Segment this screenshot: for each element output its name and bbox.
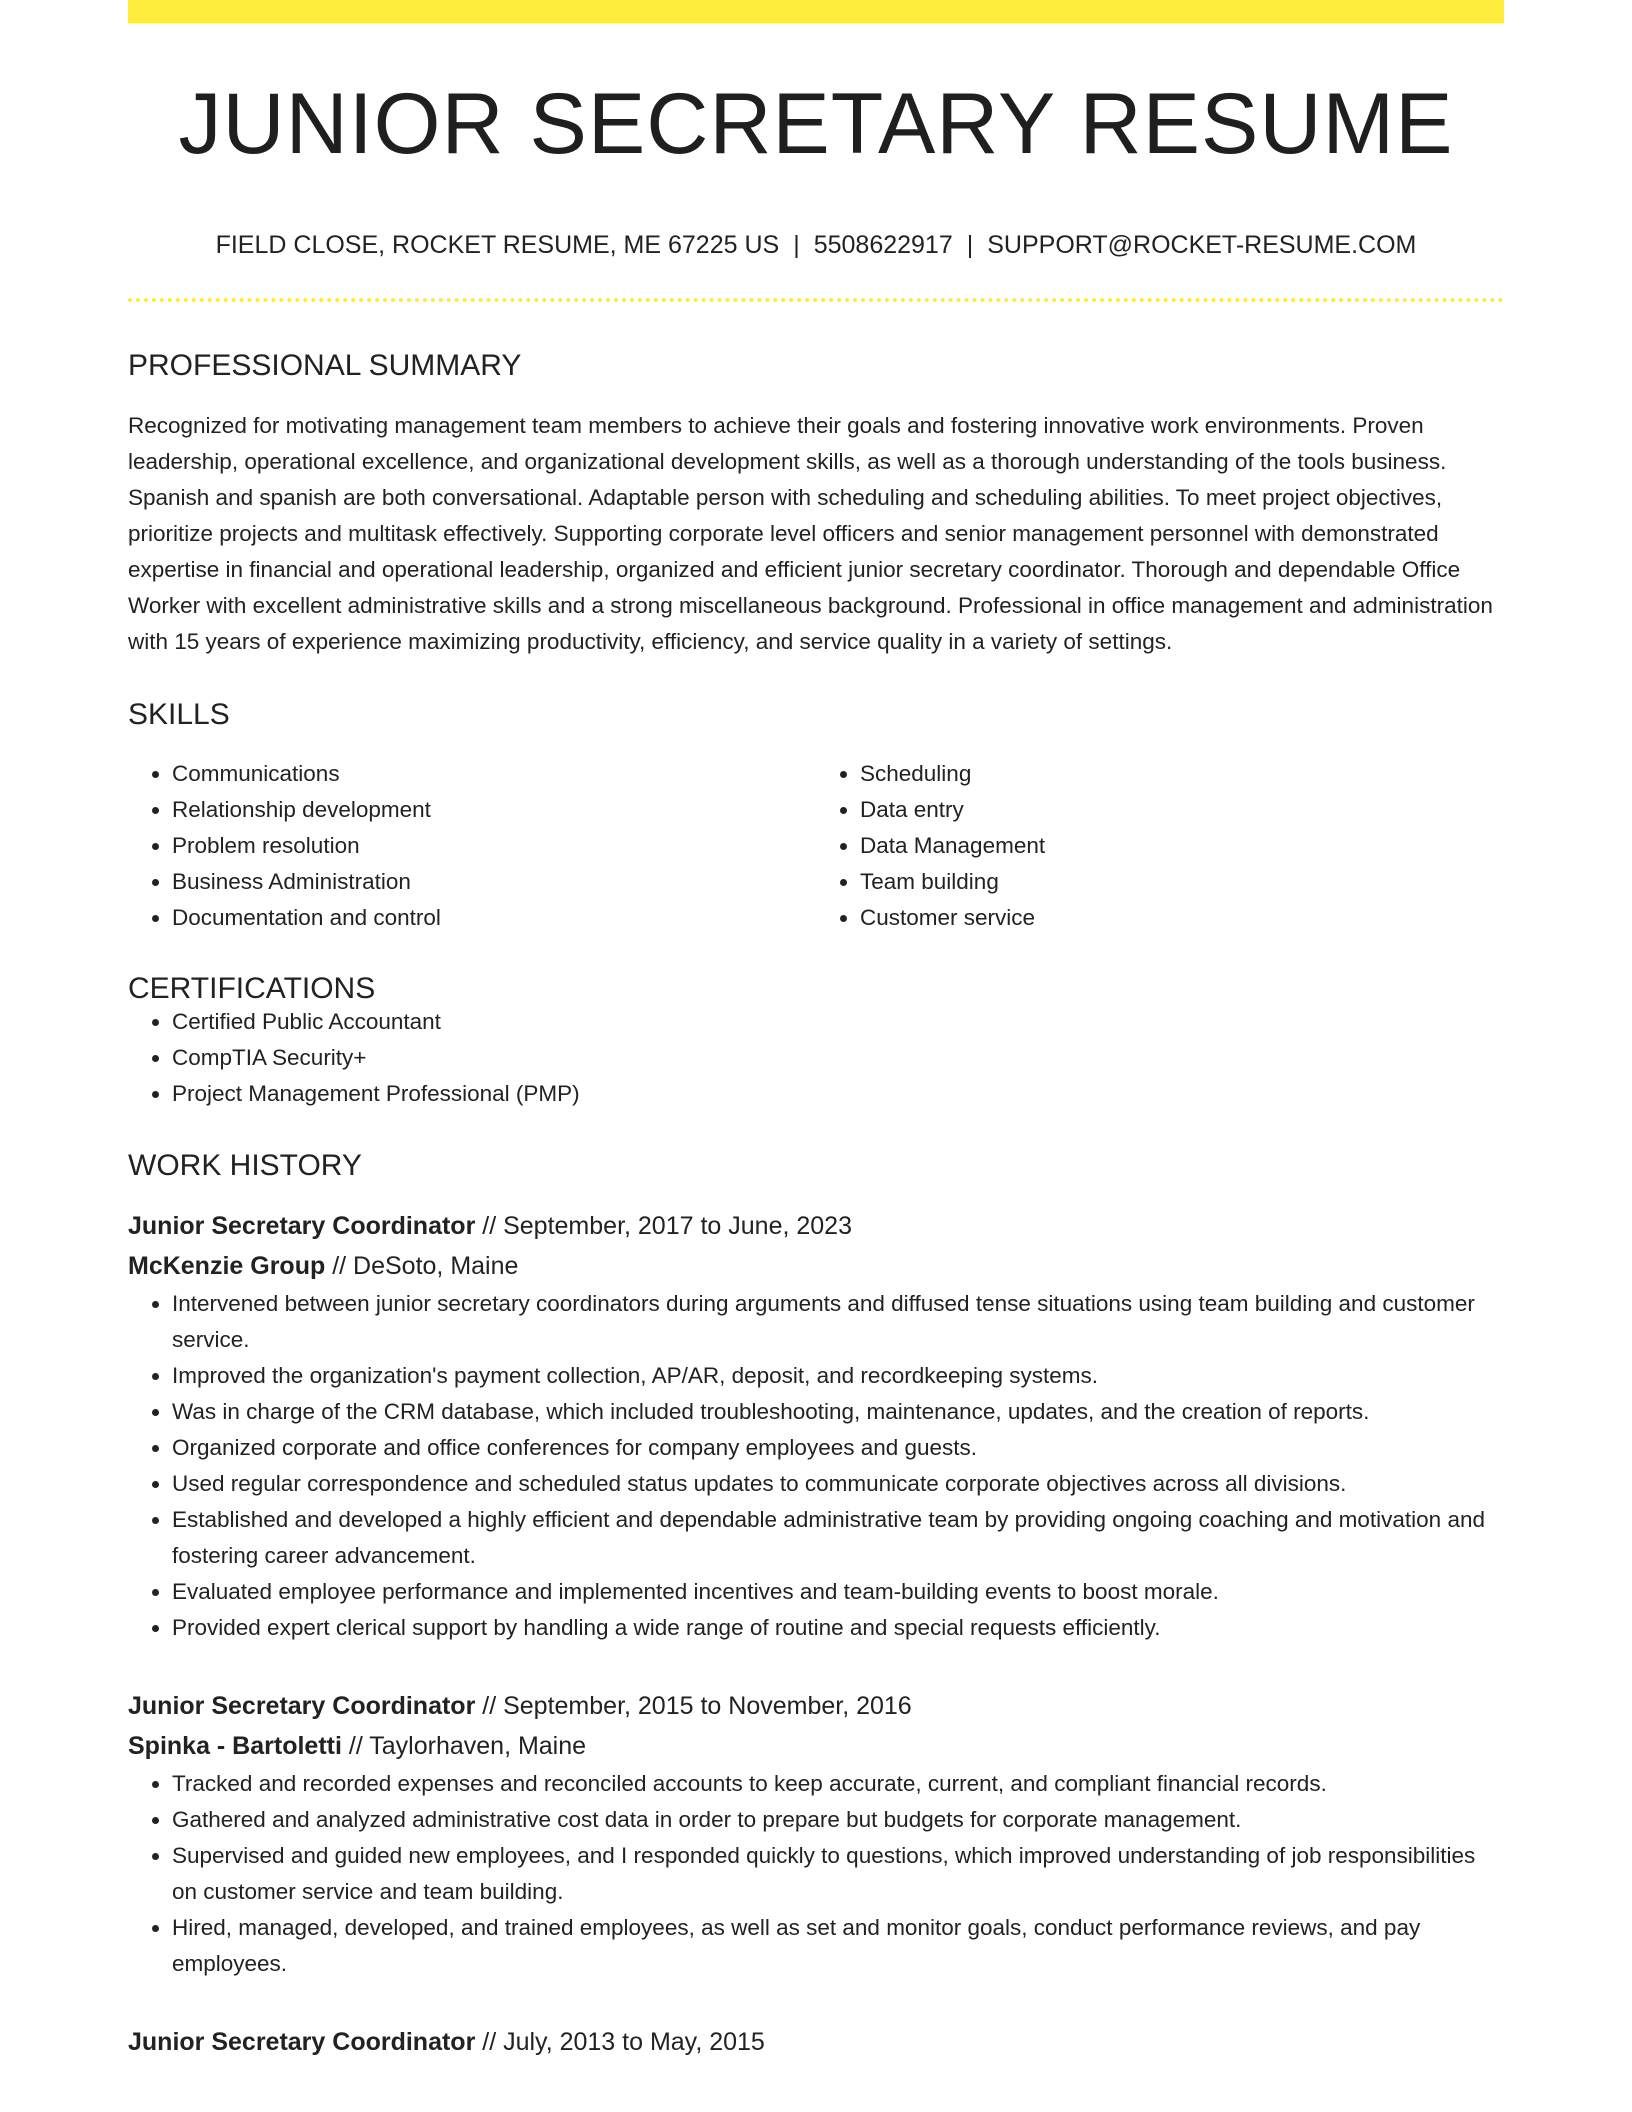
job-entry — [128, 2022, 1504, 2062]
certifications-list — [128, 1004, 1504, 1112]
skill-item: • Documentation and control — [172, 900, 816, 936]
job-location: // Taylorhaven, Maine — [348, 1732, 587, 1760]
skill-item: • Customer service — [860, 900, 1504, 936]
job-entry — [128, 1686, 1504, 1982]
skills-heading: SKILLS — [128, 698, 230, 731]
job-bullets — [128, 1766, 1504, 1982]
skills-grid — [128, 756, 1504, 936]
skills-list-right — [816, 756, 1504, 936]
resume-title: JUNIOR SECRETARY RESUME — [178, 76, 1454, 172]
summary-heading: PROFESSIONAL SUMMARY — [128, 349, 522, 382]
job-title: Junior Secretary Coordinator — [128, 1212, 476, 1240]
job-bullet: • Gathered and analyzed administrative cost data in order to prepare but budgets for corporate management. — [172, 1802, 1504, 1838]
work-history-heading: WORK HISTORY — [128, 1149, 362, 1182]
job-bullet: • Established and developed a highly efficient and dependable administrative team by providing ongoing coaching and motivation and fostering career advancement. — [172, 1502, 1504, 1574]
job-bullet: • Was in charge of the CRM database, which included troubleshooting, maintenance, updates, and the creation of reports. — [172, 1394, 1504, 1430]
contact-separator: | — [793, 231, 800, 259]
job-title: Junior Secretary Coordinator — [128, 1692, 476, 1720]
job-company: McKenzie Group — [128, 1252, 326, 1280]
job-bullet: • Organized corporate and office conferences for company employees and guests. — [172, 1430, 1504, 1466]
contact-separator: | — [966, 231, 974, 259]
skill-item: • Business Administration — [172, 864, 816, 900]
contact-email[interactable]: SUPPORT@ROCKET-RESUME.COM — [987, 231, 1417, 259]
job-title-line — [128, 1206, 1504, 1246]
job-bullet: • Tracked and recorded expenses and reconciled accounts to keep accurate, current, and compliant financial records. — [172, 1766, 1504, 1802]
job-bullets — [128, 1286, 1504, 1646]
job-dates: // September, 2017 to June, 2023 — [482, 1212, 852, 1240]
contact-line — [128, 233, 1504, 258]
skill-item: • Scheduling — [860, 756, 1504, 792]
job-title: Junior Secretary Coordinator — [128, 2028, 476, 2056]
accent-top-bar — [128, 0, 1504, 23]
skill-item: • Data entry — [860, 792, 1504, 828]
resume-page — [128, 0, 1504, 2062]
job-company-line — [128, 1246, 1504, 1286]
job-bullet: • Improved the organization's payment collection, AP/AR, deposit, and recordkeeping systems. — [172, 1358, 1504, 1394]
skill-item: • Team building — [860, 864, 1504, 900]
skill-item: • Data Management — [860, 828, 1504, 864]
certifications-heading: CERTIFICATIONS — [128, 972, 376, 1005]
job-entry — [128, 1206, 1504, 1646]
skill-item: • Communications — [172, 756, 816, 792]
certification-item: • Certified Public Accountant — [172, 1004, 1504, 1040]
job-bullet: • Hired, managed, developed, and trained employees, as well as set and monitor goals, conduct performance reviews, and pay employees. — [172, 1910, 1504, 1982]
job-bullet: • Intervened between junior secretary coordinators during arguments and diffused tense situations using team building and customer service. — [172, 1286, 1504, 1358]
job-location: // DeSoto, Maine — [332, 1252, 519, 1280]
job-title-line — [128, 2022, 1504, 2062]
job-title-line — [128, 1686, 1504, 1726]
skill-item: • Relationship development — [172, 792, 816, 828]
job-bullet: • Used regular correspondence and scheduled status updates to communicate corporate objectives across all divisions. — [172, 1466, 1504, 1502]
job-bullet: • Supervised and guided new employees, and I responded quickly to questions, which improved understanding of job responsibilities on customer service and team building. — [172, 1838, 1504, 1910]
contact-phone[interactable]: 5508622917 — [813, 231, 953, 259]
job-dates: // July, 2013 to May, 2015 — [482, 2028, 765, 2056]
job-bullet: • Evaluated employee performance and implemented incentives and team-building events to boost morale. — [172, 1574, 1504, 1610]
certification-item: • CompTIA Security+ — [172, 1040, 1504, 1076]
summary-text: Recognized for motivating management team members to achieve their goals and fostering innovative work environments. Proven leadership, operational excellence, and organizational development skills, as well as a thorough understanding of the tools business. Spanish and spanish are both conversational. Adaptable person with scheduling and scheduling abilities. To meet project objectives, prioritize projects and multitask effectively. Supporting corporate level officers and senior management personnel with demonstrated expertise in financial and operational leadership, organized and efficient junior secretary coordinator. Thorough and dependable Office Worker with excellent administrative skills and a strong miscellaneous background. Professional in office management and administration with 15 years of experience maximizing productivity, efficiency, and service quality in a variety of settings. — [128, 413, 1493, 654]
dotted-divider — [128, 298, 1504, 302]
skill-item: • Problem resolution — [172, 828, 816, 864]
job-dates: // September, 2015 to November, 2016 — [482, 1692, 912, 1720]
skills-list-left — [128, 756, 816, 936]
contact-address: FIELD CLOSE, ROCKET RESUME, ME 67225 US — [215, 231, 780, 259]
certification-item: • Project Management Professional (PMP) — [172, 1076, 1504, 1112]
job-company: Spinka - Bartoletti — [128, 1732, 342, 1760]
job-bullet: • Provided expert clerical support by handling a wide range of routine and special requests efficiently. — [172, 1610, 1504, 1646]
job-company-line — [128, 1726, 1504, 1766]
